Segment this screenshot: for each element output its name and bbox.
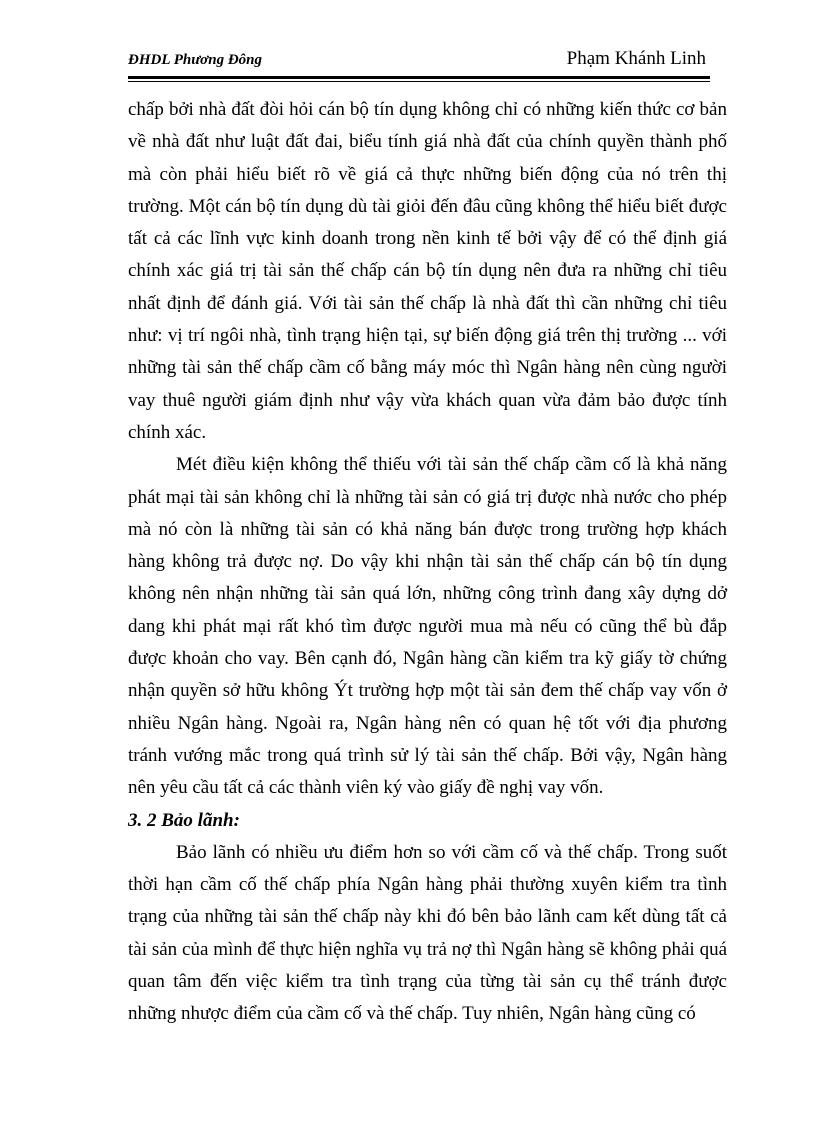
document-body [128, 94, 727, 1031]
header-author: Phạm Khánh Linh [566, 48, 706, 69]
page-header [128, 48, 710, 74]
header-rule-thin [128, 81, 710, 82]
header-rule-thick [128, 76, 710, 79]
header-institution: ĐHDL Phương Đông [128, 52, 262, 68]
section-heading: 3. 2 Bảo lãnh: [128, 809, 240, 831]
paragraph-1: chấp bởi nhà đất đòi hỏi cán bộ tín dụng không chỉ có những kiến thức cơ bản về nhà đất như luật đất đai, biểu tính giá nhà đất của chính quyền thành phố mà còn phải hiểu biết rõ về giá cả thực những biến động của nó trên thị trường. Một cán bộ tín dụng dù tài giỏi đến đâu cũng không thể hiểu biết được tất cả các lĩnh vực kinh doanh trong nền kinh tế bởi vậy để có thể định giá chính xác giá trị tài sản thế chấp cán bộ tín dụng nên đưa ra những chỉ tiêu nhất định để đánh giá. Với tài sản thế chấp là nhà đất thì cần những chỉ tiêu như: vị trí ngôi nhà, tình trạng hiện tại, sự biến động giá trên thị trường ... với những tài sản thế chấp cầm cố bằng máy móc thì Ngân hàng nên cùng người vay thuê người giám định như vậy vừa khách quan vừa đảm bảo được tính chính xác. [128, 99, 727, 443]
paragraph-2: Mét điều kiện không thể thiếu với tài sản thế chấp cầm cố là khả năng phát mại tài sản không chỉ là những tài sản có giá trị được nhà nước cho phép mà nó còn là những tài sản có khả năng bán được trong trường hợp khách hàng không trả được nợ. Do vậy khi nhận tài sản thế chấp cán bộ tín dụng không nên nhận những tài sản quá lớn, những công trình đang xây dựng dở dang khi phát mại rất khó tìm được người mua mà nếu có cũng thể bù đắp được khoản cho vay. Bên cạnh đó, Ngân hàng cần kiểm tra kỹ giấy tờ chứng nhận quyền sở hữu không Ýt trường hợp một tài sản đem thế chấp vay vốn ở nhiều Ngân hàng. Ngoài ra, Ngân hàng nên có quan hệ tốt với địa phương tránh vướng mắc trong quá trình sử lý tài sản thế chấp. Bởi vậy, Ngân hàng nên yêu cầu tất cả các thành viên ký vào giấy đề nghị vay vốn. [128, 454, 727, 799]
paragraph-3: Bảo lãnh có nhiều ưu điểm hơn so với cầm cố và thế chấp. Trong suốt thời hạn cầm cố thế chấp phía Ngân hàng phải thường xuyên kiểm tra tình trạng của những tài sản thế chấp này khi đó bên bảo lãnh cam kết dùng tất cả tài sản của mình để thực hiện nghĩa vụ trả nợ thì Ngân hàng sẽ không phải quá quan tâm đến việc kiểm tra tình trạng của từng tài sản cụ thể tránh được những nhược điểm của cầm cố và thế chấp. Tuy nhiên, Ngân hàng cũng có [128, 841, 727, 1025]
